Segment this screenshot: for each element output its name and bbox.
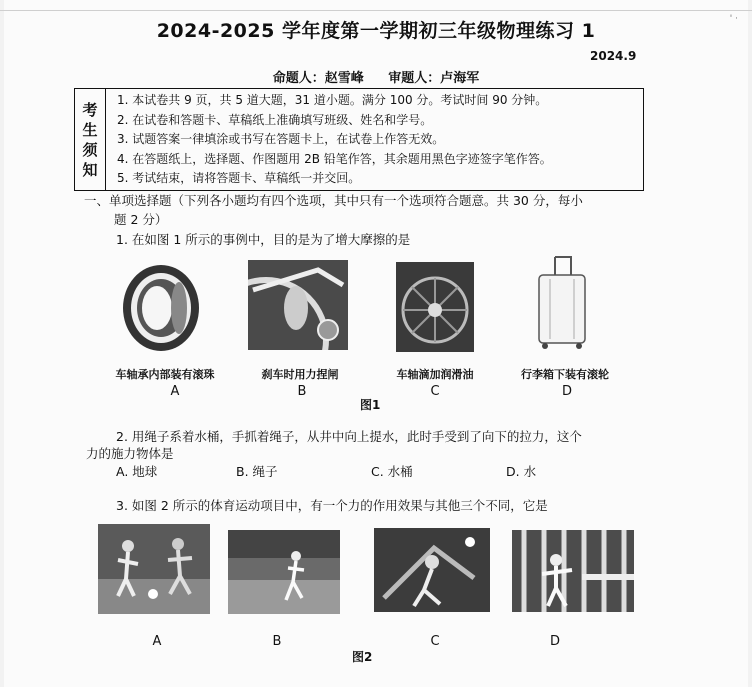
- question-2-text-cont: 力的施力物体是: [86, 446, 174, 461]
- notice-item: 2. 在试卷和答题卡、草稿纸上准确填写班级、姓名和学号。: [117, 112, 433, 127]
- notice-title: 考 生 须 知: [75, 89, 106, 190]
- axle-oil-image: [396, 262, 474, 352]
- reviewer: 审题人：卢海军: [388, 71, 480, 86]
- author-line: [0, 67, 752, 86]
- sport-image-b: [228, 530, 340, 614]
- option-label: A: [152, 634, 162, 649]
- notice-item: 1. 本试卷共 9 页，共 5 道大题，31 道小题。满分 100 分。考试时间 90 分钟。: [117, 93, 548, 107]
- option-caption: 车轴滴加润滑油: [396, 368, 474, 381]
- sport-image-a: [98, 524, 210, 614]
- exam-date: 2024.9: [590, 49, 637, 63]
- question-3-text: 3. 如图 2 所示的体育运动项目中，有一个力的作用效果与其他三个不同，它是: [116, 498, 548, 513]
- option-caption: 行李箱下装有滚轮: [521, 368, 609, 381]
- scan-corner-mark: ' ·: [729, 14, 738, 24]
- option-label: B: [272, 634, 282, 649]
- option-label: B: [297, 384, 307, 399]
- option-label: D: [561, 384, 572, 399]
- author: 命题人：赵雪峰: [272, 71, 364, 86]
- page-top-border: [0, 10, 752, 11]
- exam-title: 2024-2025 学年度第一学期初三年级物理练习 1: [156, 20, 596, 42]
- option-label: C: [430, 384, 440, 399]
- option-caption: 车轴承内部装有滚珠: [115, 368, 215, 381]
- notice-item: 5. 考试结束，请将答题卡、草稿纸一并交回。: [117, 171, 361, 185]
- figure-2-label: 图2: [352, 650, 373, 664]
- option-caption: 刹车时用力捏闸: [261, 368, 339, 381]
- option-c: C. 水桶: [371, 464, 413, 479]
- notice-item: 4. 在答题纸上，选择题、作图题用 2B 铅笔作答，其余题用黑色字迹签字笔作答。: [117, 151, 552, 166]
- option-a: A. 地球: [116, 464, 158, 479]
- bearing-image: [117, 263, 205, 353]
- option-label: D: [549, 634, 560, 649]
- section-heading: 一、单项选择题（下列各小题均有四个选项，其中只有一个选项符合题意。共 30 分，每小 题 2 分）: [84, 193, 583, 227]
- question-2-text: 2. 用绳子系着水桶，手抓着绳子，从井中向上提水，此时手受到了向下的拉力，这个: [116, 429, 582, 444]
- sport-image-d: [512, 530, 634, 612]
- figure-1-label: 图1: [360, 398, 381, 412]
- brake-image: [248, 260, 348, 350]
- option-label: A: [170, 384, 180, 399]
- sport-image-c: [374, 528, 490, 612]
- question-1-text: 1. 在如图 1 所示的事例中，目的是为了增大摩擦的是: [116, 232, 411, 247]
- notice-item: 3. 试题答案一律填涂或书写在答题卡上，在试卷上作答无效。: [117, 132, 445, 146]
- option-d: D. 水: [506, 464, 537, 479]
- option-b: B. 绳子: [236, 464, 278, 479]
- option-label: C: [430, 634, 440, 649]
- notice-list: [117, 91, 552, 189]
- suitcase-image: [535, 255, 590, 350]
- exam-notice-box: [74, 88, 644, 191]
